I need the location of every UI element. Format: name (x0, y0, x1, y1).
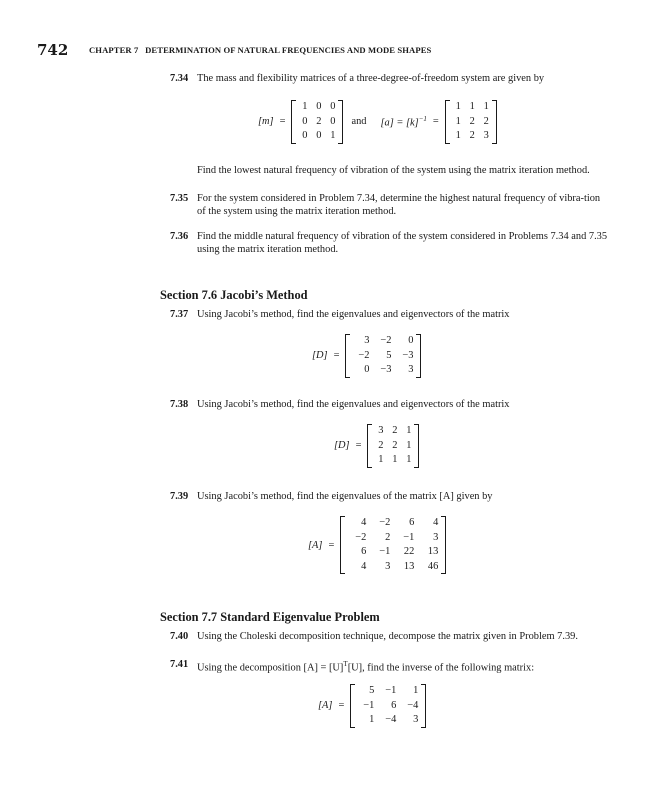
matrix-cell: 3 (413, 714, 419, 725)
matrix-cell: −2 (358, 349, 370, 361)
matrix-cell: 1 (455, 101, 461, 112)
matrix-cell: −4 (385, 714, 397, 725)
matrix-cell: −2 (355, 531, 367, 543)
matrix-cell: 2 (483, 115, 489, 127)
matrix-d (367, 424, 419, 468)
matrix-cell: 4 (433, 517, 439, 528)
matrix-cell: 13 (427, 546, 439, 557)
chapter-heading: CHAPTER 7 DETERMINATION OF NATURAL FREQUENCIES AND MODE SHAPES (89, 45, 432, 55)
matrix-cell: 1 (302, 101, 308, 112)
matrix-cell: 3 (408, 364, 414, 375)
matrix-row (345, 531, 441, 546)
problem-number: 7.41 (170, 659, 189, 670)
matrix-cell: −2 (380, 335, 392, 346)
equation-7-34: [m] = 1 0 0 0 2 0 0 0 1 and $[a] = [k]^{-1}$ = 1 1 1 1 2 2 1 2 3 (258, 100, 497, 144)
matrix-cell: 13 (403, 560, 415, 572)
matrix-a (340, 516, 446, 574)
matrix-cell: −1 (363, 699, 375, 711)
page-number: 742 (37, 41, 69, 59)
matrix-cell: −4 (407, 699, 419, 711)
matrix-cell: 0 (408, 335, 414, 346)
matrix-cell: 6 (361, 546, 367, 557)
matrix-row (355, 699, 421, 714)
problem-7-35 (170, 192, 610, 218)
matrix-cell: 22 (403, 546, 415, 557)
problem-number: 7.34 (170, 73, 189, 84)
problem-7-34-followup: Find the lowest natural frequency of vibration of the system using the matrix iteration method. (197, 165, 590, 176)
matrix-cell: −1 (385, 685, 397, 696)
matrix-cell: 0 (316, 130, 322, 141)
matrix-cell: 0 (330, 101, 336, 112)
matrix-cell: 1 (413, 685, 419, 696)
equation-7-41: [A] = 5 −1 1 −1 6 −4 1 −4 3 (318, 684, 426, 728)
matrix-row (355, 713, 421, 728)
matrix-cell: 1 (455, 115, 461, 127)
matrix-row (372, 453, 414, 468)
problem-number: 7.37 (170, 309, 189, 320)
matrix-row (355, 684, 421, 699)
matrix-row (372, 424, 414, 439)
matrix-row (350, 363, 416, 378)
matrix-row (345, 545, 441, 560)
matrix-cell: 1 (406, 454, 412, 465)
matrix-cell: 0 (316, 101, 322, 112)
matrix-cell: 2 (392, 439, 398, 451)
problem-text: Using Jacobi’s method, find the eigenvalues and eigenvectors of the matrix (197, 399, 510, 410)
equation-7-38: [D] = 3 2 1 2 2 1 1 1 1 (334, 424, 419, 468)
matrix-cell: 46 (427, 560, 439, 572)
matrix-cell: 1 (330, 130, 336, 141)
matrix-a (350, 684, 426, 728)
flexibility-matrix-label: $[a] = [k]^{-1}$ (380, 115, 427, 129)
matrix-cell: 2 (378, 439, 384, 451)
matrix-cell: 4 (361, 560, 367, 572)
matrix-label: [D] (312, 350, 328, 362)
matrix-label: [D] (334, 440, 350, 452)
matrix-cell: 0 (302, 115, 308, 127)
problem-7-37 (170, 308, 610, 321)
matrix-cell: 2 (392, 425, 398, 436)
matrix-row (296, 129, 338, 144)
matrix-cell: 3 (385, 560, 391, 572)
matrix-cell: −1 (403, 531, 415, 543)
problem-7-36 (170, 230, 610, 256)
problem-text: Using the Choleski decomposition technique, decompose the matrix given in Problem 7.39. (197, 631, 578, 642)
matrix-cell: 2 (469, 130, 475, 141)
matrix-cell: 5 (386, 349, 392, 361)
and-word: and (351, 116, 367, 128)
matrix-cell: 3 (433, 531, 439, 543)
matrix-cell: 1 (406, 439, 412, 451)
matrix-cell: −3 (402, 349, 414, 361)
matrix-cell: 6 (409, 517, 415, 528)
section-7-7-heading: Section 7.7 Standard Eigenvalue Problem (160, 610, 380, 624)
matrix-row (450, 115, 492, 130)
matrix-cell: 1 (406, 425, 412, 436)
problem-7-38 (170, 398, 610, 411)
matrix-row (372, 439, 414, 454)
matrix-cell: 1 (392, 454, 398, 465)
problem-text: Using the decomposition $[A] = [U]^T[U]$, find the inverse of the following matrix: (197, 660, 535, 674)
matrix-cell: −1 (379, 546, 391, 557)
matrix-row (345, 560, 441, 575)
matrix-cell: 3 (378, 425, 384, 436)
problem-text: The mass and flexibility matrices of a three-degree-of-freedom system are given by (197, 73, 545, 84)
matrix-cell: 0 (330, 115, 336, 127)
problem-number: 7.36 (170, 231, 189, 242)
problem-text: For the system considered in Problem 7.34, determine the highest natural frequency of vibra-tion of the system using the matrix iteration method. (197, 193, 601, 217)
matrix-cell: 2 (469, 115, 475, 127)
problem-7-34 (170, 72, 610, 85)
problem-7-40 (170, 630, 610, 643)
problem-number: 7.35 (170, 193, 189, 204)
problem-text: Find the middle natural frequency of vibration of the system considered in Problems 7.34 and 7.35 using the matrix iteration method. (197, 231, 608, 255)
problem-text: Using Jacobi’s method, find the eigenvalues and eigenvectors of the matrix (197, 309, 510, 320)
problem-7-41 (170, 658, 610, 674)
matrix-d (345, 334, 421, 378)
matrix-cell: 6 (391, 699, 397, 711)
matrix-row (350, 349, 416, 364)
matrix-cell: 5 (369, 685, 375, 696)
section-7-6-heading: Section 7.6 Jacobi’s Method (160, 288, 308, 302)
equation-7-37: [D] = 3 −2 0 −2 5 −3 0 −3 3 (312, 334, 421, 378)
flexibility-matrix (445, 100, 497, 144)
matrix-row (350, 334, 416, 349)
problem-number: 7.39 (170, 491, 189, 502)
matrix-row (345, 516, 441, 531)
matrix-cell: −3 (380, 364, 392, 375)
matrix-row (296, 115, 338, 130)
matrix-cell: 1 (469, 101, 475, 112)
matrix-cell: 1 (483, 101, 489, 112)
matrix-row (296, 100, 338, 115)
problem-number: 7.38 (170, 399, 189, 410)
mass-matrix (291, 100, 343, 144)
matrix-row (450, 129, 492, 144)
matrix-cell: 1 (455, 130, 461, 141)
matrix-cell: 1 (378, 454, 384, 465)
problem-number: 7.40 (170, 631, 189, 642)
problem-7-39 (170, 490, 610, 503)
matrix-cell: 3 (364, 335, 370, 346)
matrix-row (450, 100, 492, 115)
equation-7-39: [A] = 4 −2 6 4 −2 2 −1 3 6 −1 22 13 4 3 13 46 (308, 516, 446, 574)
matrix-cell: 4 (361, 517, 367, 528)
matrix-cell: 2 (385, 531, 391, 543)
matrix-label: [A] (308, 539, 323, 551)
matrix-cell: 2 (316, 115, 322, 127)
matrix-label: [A] (318, 700, 333, 712)
matrix-cell: 0 (364, 364, 370, 375)
matrix-cell: −2 (379, 517, 391, 528)
matrix-cell: 1 (369, 714, 375, 725)
mass-matrix-label: [m] (258, 116, 274, 128)
matrix-cell: 3 (483, 130, 489, 141)
problem-text: Using Jacobi’s method, find the eigenvalues of the matrix [A] given by (197, 491, 493, 502)
matrix-cell: 0 (302, 130, 308, 141)
